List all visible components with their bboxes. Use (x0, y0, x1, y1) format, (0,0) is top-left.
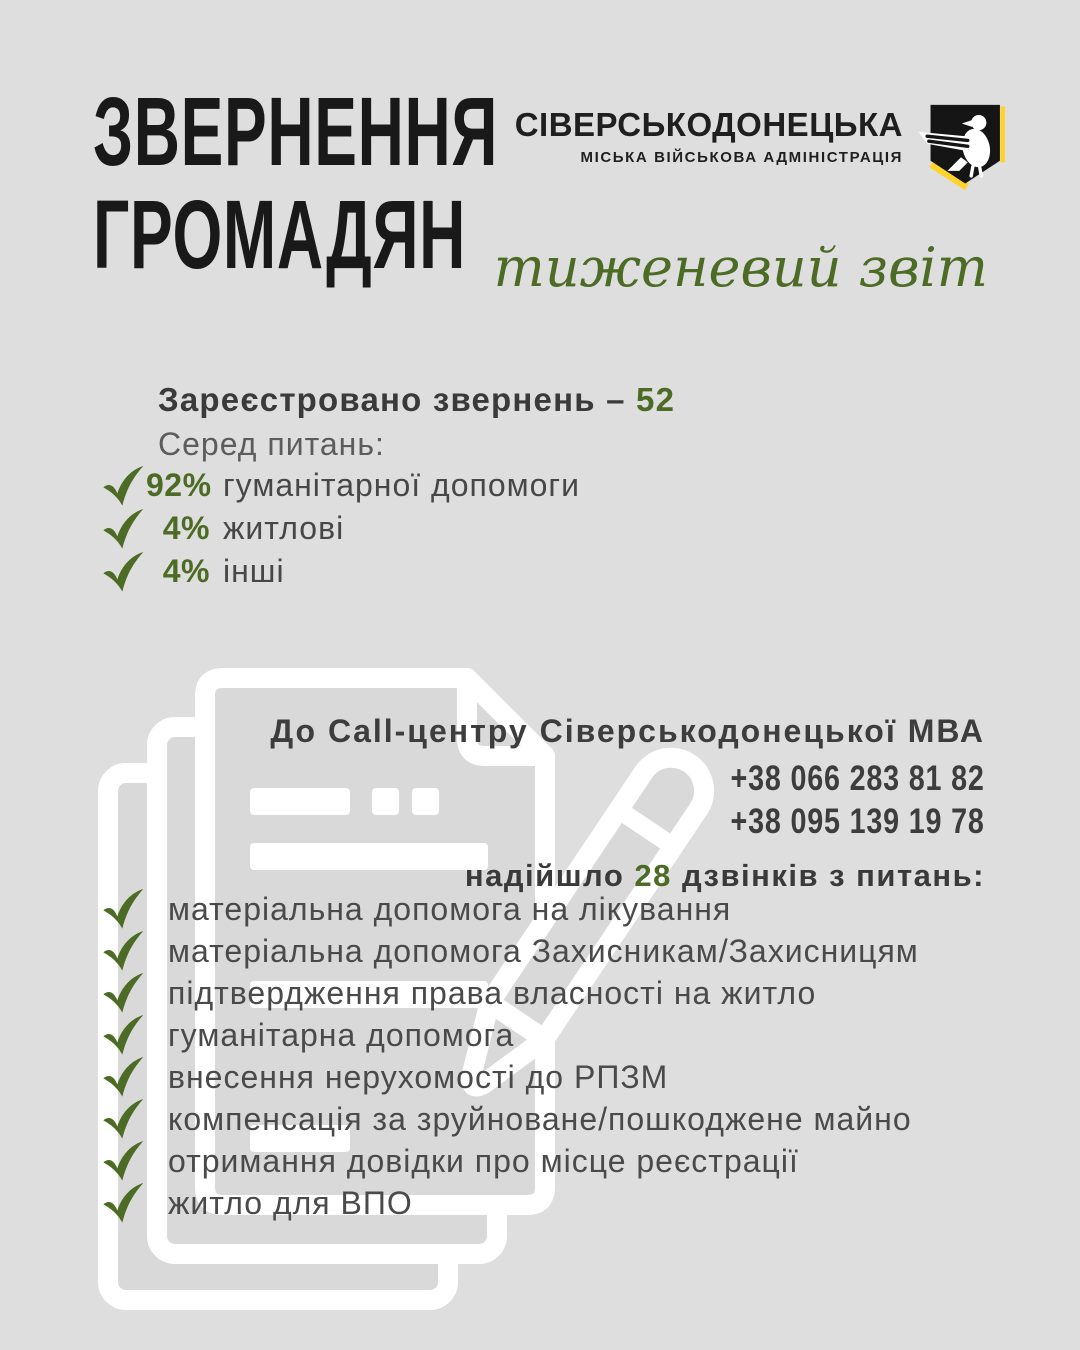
checkmark-icon (100, 550, 146, 594)
list-item (100, 1014, 919, 1056)
brand-name: СІВЕРСЬКОДОНЕЦЬКА (514, 106, 903, 143)
checkmark-icon (100, 971, 146, 1015)
brand-logo (515, 98, 1005, 198)
stat-percent: 4% (162, 510, 210, 546)
calls-prefix: надійшло (464, 858, 625, 893)
checkmark-icon (100, 929, 146, 973)
stat-row (100, 508, 675, 549)
stat-percent: 92% (146, 467, 212, 503)
topic-label: підтвердження права власності на житло (168, 974, 817, 1011)
list-item (100, 888, 919, 930)
list-item (100, 1056, 919, 1098)
stat-row (100, 465, 675, 506)
stat-row (100, 551, 675, 592)
registered-appeals-value: 52 (636, 381, 676, 418)
topic-label: компенсація за зруйноване/пошкоджене майно (168, 1100, 912, 1137)
list-item (100, 1140, 919, 1182)
page-title-line2: ГРОМАДЯН (93, 180, 467, 289)
list-item (100, 972, 919, 1014)
checkmark-icon (100, 507, 146, 551)
brand-text (515, 98, 903, 166)
call-center-section (270, 711, 985, 896)
stat-percent: 4% (162, 553, 210, 589)
checkmark-icon (100, 1181, 146, 1225)
stat-label: житлові (223, 510, 345, 546)
list-item (100, 1098, 919, 1140)
topic-label: внесення нерухомості до РПЗМ (168, 1058, 669, 1095)
list-item (100, 930, 919, 972)
call-center-phones (270, 757, 985, 843)
call-center-heading: До Call-центру Сіверськодонецької МВА (270, 713, 985, 749)
stat-label: гуманітарної допомоги (223, 467, 580, 503)
among-questions-label: Серед питань: (158, 426, 385, 462)
weekly-report-tagline: тиженевий звіт (493, 236, 988, 299)
phone-number: +38 095 139 19 78 (730, 802, 985, 841)
call-topics-list (100, 888, 919, 1224)
page-title-line1: ЗВЕРНЕННЯ (93, 77, 499, 186)
topic-label: матеріальна допомога Захисникам/Захисницям (168, 932, 919, 969)
checkmark-icon (100, 1055, 146, 1099)
checkmark-icon (100, 887, 146, 931)
phone-number: +38 066 283 81 82 (730, 759, 985, 798)
list-item (100, 1182, 919, 1224)
brand-subtitle: МІСЬКА ВІЙСЬКОВА АДМІНІСТРАЦІЯ (580, 149, 903, 166)
checkmark-icon (100, 464, 146, 508)
topic-label: гуманітарна допомога (168, 1016, 515, 1053)
checkmark-icon (100, 1139, 146, 1183)
registered-appeals-line (100, 380, 675, 420)
dove-on-shield-icon (917, 98, 1005, 198)
registered-appeals-label: Зареєстровано звернень – (158, 381, 626, 418)
calls-value: 28 (634, 858, 672, 893)
topic-label: отримання довідки про місце реєстрації (168, 1142, 799, 1179)
stat-label: інші (223, 553, 285, 589)
page-title (93, 77, 499, 289)
calls-suffix: дзвінків з питань: (682, 858, 985, 893)
appeals-stats-section (100, 380, 675, 592)
topic-label: матеріальна допомога на лікування (168, 890, 732, 927)
checkmark-icon (100, 1013, 146, 1057)
checkmark-icon (100, 1097, 146, 1141)
topic-label: житло для ВПО (168, 1184, 413, 1221)
